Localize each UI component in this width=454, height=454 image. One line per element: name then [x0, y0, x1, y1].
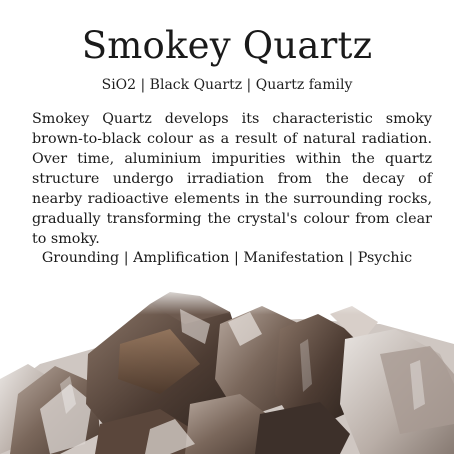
page-title: Smokey Quartz: [81, 24, 373, 67]
page-subtitle: SiO2 | Black Quartz | Quartz family: [101, 77, 353, 93]
crystal-photo: [0, 284, 454, 454]
description-text: Smokey Quartz develops its characteristic smoky brown-to-black colour as a result of natural radiation. Over time, aluminium impurities within the quartz structure undergo irradiation from the decay of nearby radioactive elements in the surrounding rocks, gradually transforming the crystal's colour from clear to smoky.: [32, 111, 432, 247]
properties-line: Grounding | Amplification | Manifestation | Psychic: [41, 250, 413, 266]
